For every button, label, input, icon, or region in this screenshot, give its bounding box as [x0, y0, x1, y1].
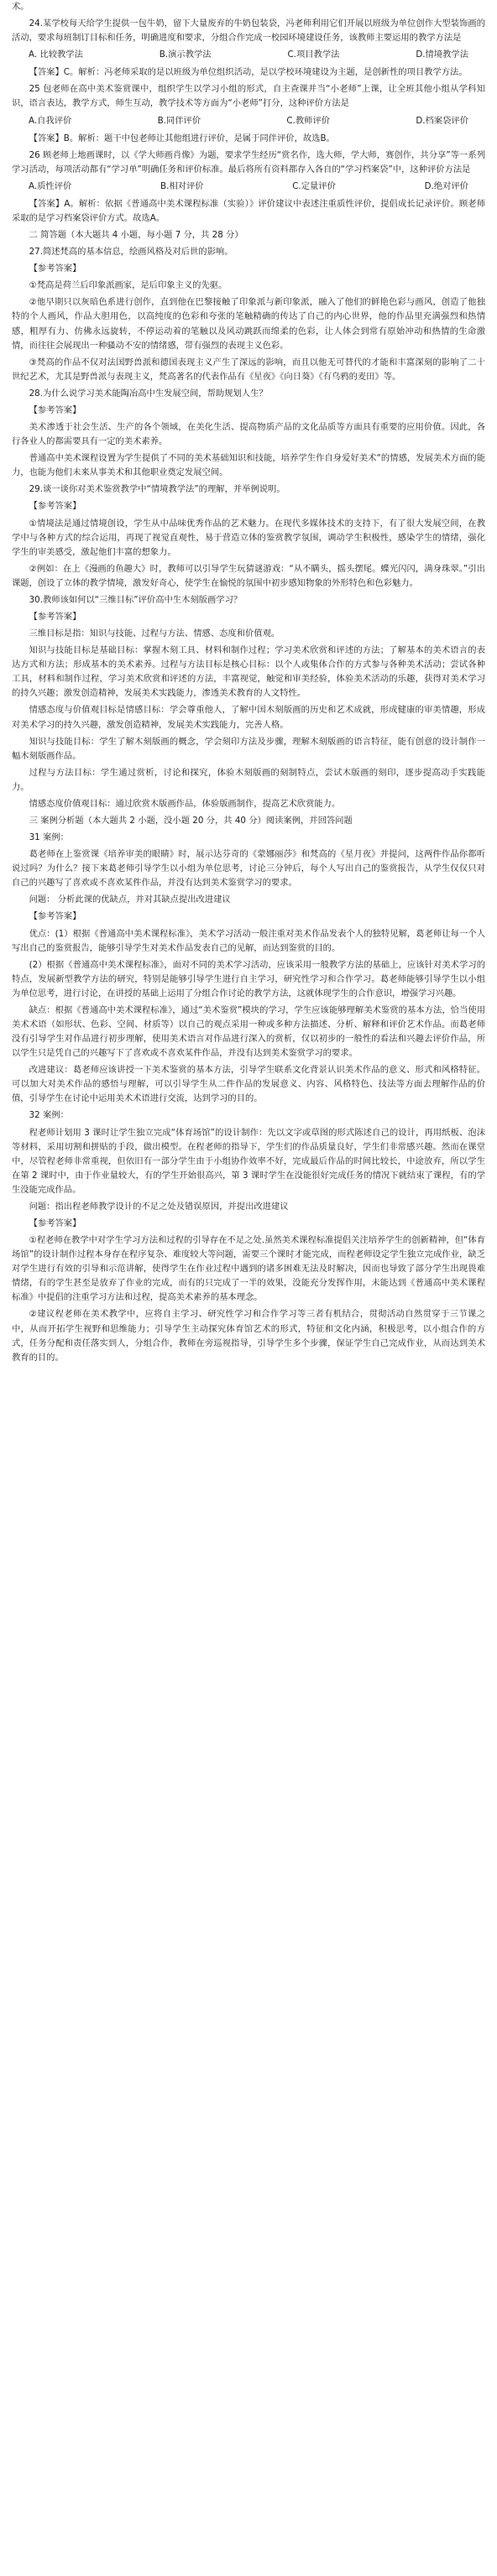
paragraph: 26 顾老师上地画课时，以《学大师画肖像》为题，要求学生经历“赏名作，选大师，学大师，赛创作，共分享”等一系列学习活动，每项活动都有“学习单”明确任务和评价标准。最后将所有资料都存入各自的“学习档案袋”中，这种评价方法是	[12, 149, 485, 175]
paragraph: 28.为什么说学习美术能陶冶高中生发展空间，帮助规划人生？	[29, 388, 268, 399]
answer-option: A.质性评价	[29, 180, 72, 191]
paragraph: 情感态度与价值观目标是情感目标：学会尊重他人，了解中国木刻版画的历史和艺术成就，形成健康的审美情趣，形成对美术学习的持久兴趣，激发创造精神，发展美术实践能力，完善人格。	[12, 705, 485, 730]
paragraph: 25 包老师在高中美术鉴赏课中，组织学生以学习小组的形式，自主查课并当“小老师”上课，让全班其他小组从学科知识，语言表达，教学方式，师生互动，教学技术等方面为“小老师”打分，这种评价方法是	[12, 84, 485, 109]
paragraph: ③梵高的作品不仅对法国野兽派和德国表现主义产生了深远的影响，而且以他无可替代的才能和丰富深刻的影响了二十世纪艺术，尤其是野兽派与表现主义，梵高著名的代表作品有《星夜》《向日葵》《有乌鸦的麦田》等。	[12, 357, 485, 382]
paragraph: 31 案例：	[29, 832, 69, 843]
answer-option: A. 比较教学法	[29, 50, 83, 60]
paragraph: 过程与方法目标：学生通过赏析，讨论和探究，体验木刻版画的刻制特点，尝试木版画的刻印，逐步提高动手实践能力。	[12, 767, 485, 792]
paragraph: 情感态度价值观目标：通过欣赏木版画作品，体验版画制作，提高艺术欣赏能力。	[29, 798, 341, 809]
paragraph: 三 案例分析题（本大题共 2 小题，没小题 20 分，共 40 分）阅读案例，并回答问题	[29, 815, 353, 826]
paragraph: 32 案例：	[29, 1110, 69, 1121]
paragraph: 【参考答案】	[29, 911, 81, 922]
paragraph: 三维目标是指：知识与技能、过程与方法、情感、态度和价值观。	[29, 628, 280, 639]
paragraph: 24.某学校每天给学生提供一包牛奶，留下大量废弃的牛奶包装袋，冯老师利用它们开展以班级为单位创作大型装饰画的活动，要求每班制订目标和任务，明确进度和要求，分组合作完成一校园环境建设任务，该教师主要运用的教学方法是	[12, 18, 485, 44]
paragraph: ①梵高是荷兰后印象派画家，是后印象主义的先驱。	[29, 280, 228, 291]
paragraph: 美术渗透于社会生活、生产的各个领域，在美化生活、提高物质产品的文化品质等方面具有重要的应用价值。因此，各行各业人的都需要具有一定的美术素养。	[12, 422, 485, 447]
paragraph: 【答案】A。解析：依据《普通高中美术课程标准（实验）》评价建议中表述注重质性评价，提倡成长记录评价。顾老师采取的是学习档案袋评价方式。故选A。	[12, 198, 485, 224]
paragraph: 【参考答案】	[29, 263, 81, 274]
paragraph: 【参考答案】	[29, 404, 81, 415]
paragraph: ①程老师在教学中对学生学习方法和过程的引导存在不足之处.虽然美术课程标准提倡关注培养学生的创新精神，但“体育场馆”的设计制作过程本身存在程序复杂、难度较大等问题，需要三个课时才能完成，而程老师设定学生独立完成作业，缺乏对学生进行有效的引导和示范讲解，使得学生在作业过程中遇到的诸多困难无法及时解决，因而也导致了部分学生出现畏难情绪，有的学生甚至是放弃了作业的完成，而有的只完成了一半的效果，没能充分发挥作用，未能达到《普通高中美术课程标准》中提倡的注重学习方法和过程，提高美术素养的基本理念。	[12, 1235, 485, 1303]
paragraph: 【参考答案】	[29, 611, 81, 622]
paragraph: 优点：(1）根据《普通高中美术课程标准》，美术学习活动一般注重对美术作品发表个人的独特见解，葛老师让每一个人写出自己的鉴赏报告，能够引导学生对美术作品发表自己的见解，而达到鉴赏的目的。	[12, 928, 485, 953]
paragraph: 【答案】C。解析：冯老师采取的是以班级为单位组织活动，是以学校环境建设为主题，是创新性的项目教学方法。	[29, 67, 468, 78]
paragraph: ②例如：在上《漫画的鱼趣大》时，教师可以引导学生玩猜谜游戏：“从不瞒头，摇头摆尾。蝶光闪闪，满身珠翠。”引出课题，创设了立体的教学情境，激发好奇心，使学生在愉悦的氛围中初步感知物象的外形特色和色彩魅力。	[12, 563, 485, 588]
answer-option: B.演示教学法	[159, 50, 212, 60]
answer-options	[12, 180, 485, 194]
paragraph: 问题： 分析此课的优缺点，并对其缺点提出改进建议	[29, 894, 231, 905]
paragraph: 葛老师在上鉴赏课《培养审美的眼睛》时，展示达芬奇的《蒙娜丽莎》和梵高的《星月夜》并提问，这两件作品你都听说过吗？为什么？接下来葛老师引导学生以小组为单位思考，讨论三分钟后，每个人写出自己的鉴赏报告，从学生仅仅只对自己的兴趣写了喜欢或不喜欢某件作品，并没有达到美术鉴赏学习的要求。	[12, 849, 485, 889]
paragraph: (2）根据《普通高中美术课程标准》，面对不同的美术学习活动，应该采用一般教学方法的基础上，应该针对美术学习的特点，发展新型教学方法的研究，特别是能够引导学生进行自主学习，研究性学习和合作学习。葛老师能够引导学生以小组为单位思考，进行讨论，在讲授的基础上运用了分组合作讨论的教学方法，这就体现学生的合作意识，增强学习兴趣。	[12, 959, 485, 999]
paragraph: ②建议程老师在美术教学中，应将自主学习、研究性学习和合作学习等三者有机结合，贯彻活动自然贯穿于三节课之中，从而开拓学生视野和思维能力；引导学生主动探究体育馆艺术的形式，特征和文化内涵，积极思考，以小组合作的方式，任务分配和责任落实到人，分组合作，教师在旁巡视指导，引导学生多个步骤，保证学生自己完成作业，从而达到美术教育的目的。	[12, 1309, 485, 1363]
answer-option: B.相对评价	[160, 180, 204, 191]
paragraph: 【答案】B。解析：题干中包老师让其他组进行评价，是属于同伴评价，故选B。	[29, 133, 335, 143]
answer-option: C.定量评价	[292, 180, 336, 191]
answer-option: C.教师评价	[286, 115, 331, 126]
answer-option: D.情境教学法	[416, 50, 468, 60]
paragraph: 改进建议：葛老师应该讲授一下美术鉴赏的基本方法，引导学生联系文化背景认识美术作品的意义、形式和风格特征。可以加大对美术作品的感悟与理解，可以引导学生从二件作品的发展意义、内容、风格特色、技法等方面去理解作品的价值，引导学生在讨论中运用美术术语进行交流，达到学习的目的。	[12, 1065, 485, 1104]
paragraph: 【参考答案】	[29, 1218, 81, 1229]
paragraph: 知识与技能目标是基础目标：掌握木刻工具、材料和制作过程；学习美术欣赏和评述的方法；了解基本的美术语言的表达方式和方法；形成基本的美术素养。过程与方法目标是核心目标：以个人或集体合作的方式参与各种美术活动；尝试各种工具，材料和制作过程，学习美术欣赏和评述的方法，丰富视觉，触觉和审美经验，体验美术活动的乐趣，获得对美术学习的持久兴趣；激发创造精神，发展美术实践能力，渗透美术教育的人文特性。	[12, 645, 485, 699]
answer-option: C.项目教学法	[287, 50, 340, 60]
answer-options	[12, 114, 485, 128]
paragraph: 知识与技能目标：学生了解木刻版画的概念，学会刻印方法及步骤，理解木刻版画的语言特征，能有创意的设计制作一幅木刻版画作品。	[12, 736, 485, 761]
paragraph: 普通高中美术课程设置为学生提供了不同的美术基础知识和技能，培养学生作自身爱好美术“的情感，发展美术方面的能力，也能为他们未来从事美术和其他职业奠定发展空间。	[12, 453, 485, 478]
paragraph: 程老师计划用 3 课时让学生独立完成“体育场馆”的设计制作：先以文字或草图的形式陈述自己的设计，再用纸板、泡沫等材料，采用切割和拼贴的手段，做出模型。在程老师的指导下，学生们的作品质量良好，学生们非常感兴趣。然而在课堂中，尽管程老师非常重视，但依旧有一部分学生由于小组协作效率不好，完成最后作品的时间比较长，中途放弃，所以学生在第 2 课时中，由于作业量较大，有的学生开始很高兴，第 3 课时学生在没能很好完成任务的情况下就结束了课程，有的学生没能完成作品。	[12, 1127, 485, 1195]
paragraph: ①情境法是通过情境创设，学生从中品味优秀作品的艺术魅力。在现代多媒体技术的支持下，有了很大发展空间，在教学中与各种方式的综合运用，再现了视觉直观性，易于营造立体的鉴赏教学氛围，调动学生积极性，感染学生的情绪，强化学生的审美感受，激起他们丰富的想象力。	[12, 518, 485, 557]
answer-option: B.同伴评价	[157, 115, 201, 126]
paragraph: ②他早期只以灰暗色系进行创作，直到他在巴黎接触了印象派与新印象派，融入了他们的鲜艳色彩与画风，创造了他独特的个人画风，作品大胆用色，以高纯度的色彩和夸张的笔触精确的传达了自己的内心世界，他的作品里充满强烈和热情感，粗厚有力、仿佛永远旋转，不停运动着的笔触以及风动跳跃而绵柔的色彩，让人体会到常有原始冲动和热情的生命激情，而往往会展现出一种骚动不安的情绪感，带有强烈的表现主义色彩。	[12, 297, 485, 351]
paragraph: 二 简答题（本大题共 4 小题，每小题 7 分，共 28 分）	[29, 230, 243, 241]
answer-option: D.档案袋评价	[416, 115, 468, 126]
answer-options	[12, 48, 485, 62]
paragraph: 29.谈一谈你对美术鉴赏教学中“情境教学法”的理解，并举例说明。	[29, 484, 285, 495]
paragraph: 30.教师该如何以“三维目标”评价高中生木刻版画学习？	[29, 594, 243, 605]
paragraph: 问题：指出程老师教学设计的不足之处及错误原因，并提出改进建议	[29, 1201, 289, 1212]
answer-option: D.绝对评价	[424, 180, 468, 191]
paragraph: 术。	[12, 2, 29, 12]
paragraph: 【参考答案】	[29, 501, 81, 512]
paragraph: 缺点：根据《普通高中美术课程标准》，通过“美术鉴赏”模块的学习，学生应该能够理解美术鉴赏的基本方法，恰当使用美术术语（如形状、色彩、空间、材质等）以自己的观点采用一种或多种方法描述、分析、解释和评价艺术作品。而葛老师没有引导学生对作品进行初步理解，使用美术语言对作品进行深入的赏析，仅以初步的一般性的看法和兴趣去评价作品，所以学生只是凭自己的兴趣写下了喜欢或不喜欢某件作品，并没有达到美术鉴赏学习的要求。	[12, 1004, 485, 1059]
paragraph: 27.简述梵高的基本信息，绘画风格及对后世的影响。	[29, 247, 233, 258]
answer-option: A.自我评价	[29, 115, 72, 126]
